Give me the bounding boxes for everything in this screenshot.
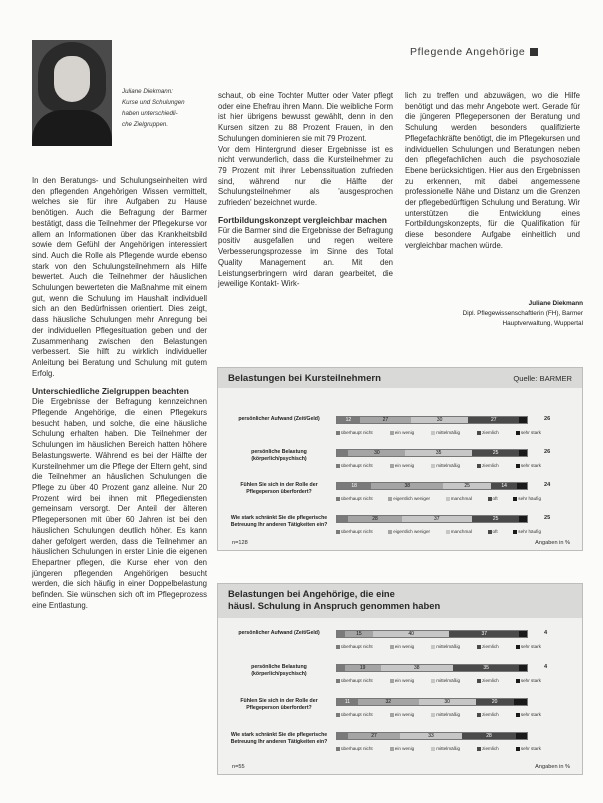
legend-item: überhaupt nicht (336, 430, 373, 435)
row-label: persönlicher Aufwand (Zeit/Geld) (238, 416, 320, 422)
subheading: Unterschiedliche Zielgruppen beachten (32, 386, 189, 397)
legend-item: ziemlich (477, 746, 499, 751)
chart-row (218, 628, 582, 662)
bar-segment: 30 (411, 417, 468, 423)
stacked-bar (336, 482, 528, 490)
bar-segment (519, 450, 527, 456)
paragraph: Für die Barmer sind die Ergebnisse der Befragung positiv ausgefallen und regen weitere Verbesserungsprozesse im Sinne des Total Quality Management an. Mit den Leistungserbringern wird daran gearbeitet, die jeweilige Kontakt- Wirk- (218, 225, 393, 289)
chart-title: Belastungen bei Angehörige, die eine (228, 588, 395, 599)
bar-segment (516, 733, 527, 739)
bar-segment: 37 (402, 516, 472, 522)
paragraph: lich zu treffen und abzuwägen, wo die Hilfe benötigt und das mehr Angebote wert. Gerade für die jüngeren Pflegepersonen der Beratung und Schulung werden besonders qualifizierte Pflegefachkräfte benötigt, die im Pflegekursen und individuellen Schulungen und Beratungen neben den pflegefachlichen auch die psychosoziale Ebene berücksichtigen. Hier aus den Ergebnissen zu erkennen, mit dabei angemessene professionelle Nähe und Distanz um die Grenzen der pflegebedürftigen Schulung und Beratung. Wir unterstützen die Entwicklung eines Fortbildungskonzepts, für die Qualifikation für diese besondere Aufgabe einheitlich und vergleichbar machen würde. (405, 91, 580, 250)
legend-item: sehr stark (516, 430, 541, 435)
row-label: persönlicher Aufwand (Zeit/Geld) (238, 630, 320, 636)
row-value: 26 (544, 449, 551, 455)
row-value: 4 (544, 664, 548, 670)
row-legend (336, 529, 541, 534)
chart-row (218, 730, 582, 764)
bar-segment: 30 (348, 450, 405, 456)
bar-segment (337, 450, 348, 456)
legend-item: sehr stark (516, 746, 541, 751)
bar-segment (519, 665, 527, 671)
legend-item: überhaupt nicht (336, 496, 373, 501)
legend-item: manchmal (446, 529, 472, 534)
row-label: persönliche Belastung (körperlich/psychisch) (251, 449, 307, 462)
author-photo (32, 40, 112, 146)
unit-note: Angaben in % (535, 540, 570, 546)
row-label: Fühlen Sie sich in der Rolle der Pflegeperson überfordert? (240, 698, 318, 711)
chart-row (218, 414, 582, 448)
chart-title: Belastungen bei Kursteilnehmern (228, 372, 381, 384)
legend-item: mittelmäßig (431, 644, 460, 649)
legend-item: mittelmäßig (431, 746, 460, 751)
row-legend (336, 712, 541, 717)
bar-segment (514, 699, 527, 705)
legend-item: ein wenig (390, 430, 414, 435)
chart-panel-kursteilnehmer (217, 367, 583, 551)
chart-title-line2: häusl. Schulung in Anspruch genommen haben (228, 600, 441, 611)
row-value: 25 (544, 515, 551, 521)
legend-item: ziemlich (477, 430, 499, 435)
legend-item: sehr stark (516, 644, 541, 649)
section-title: Pflegende Angehörige (410, 46, 590, 58)
sample-size: n=55 (232, 764, 245, 770)
legend-item: manchmal (446, 496, 472, 501)
paragraph: Die Ergebnisse der Befragung kennzeichnen Pflegende Angehörige, die einen Pflegekurs besucht haben, und solche, die eine häusliche Schulung erhalten haben. Die Teilnehmer der Schulungen im häuslichen Bereich hatten höhere Belastungswerte. Während es bei der Hälfte der Kursteilnehmer um die Pflege der Eltern geht, sind die Teilnehmer an häuslichen Schulungen die Pflege zu über 40 Prozent ganz alleine. Nur 20 Prozent wird bei ihnen mit Pflegediensten gemeinsam versorgt. Der Anteil der älteren Pflegepersonen mit über 60 Jahren ist bei den häuslichen Schulungen deutlich höher. Es kann daher gefolgert werden, dass die Teilnehmer an häuslichen Schulungen in erster Linie die eigenen Ehepartner pflegen, die Kurse eher von den jüngeren pflegenden Angehörigen besucht werden, die sich häufig in einer Doppelbelastung befinden. Sie wünschen sich oft im Pflegeprozess eine Entlastung. (32, 397, 207, 610)
bar-segment: 25 (443, 483, 491, 489)
bar-segment: 27 (348, 733, 399, 739)
column-1 (32, 176, 207, 611)
stacked-bar (336, 515, 528, 523)
bar-segment: 32 (358, 699, 419, 705)
bar-segment: 15 (345, 631, 374, 637)
bar-segment: 27 (360, 417, 411, 423)
legend-item: überhaupt nicht (336, 529, 373, 534)
column-2 (218, 91, 393, 290)
legend-item: mittelmäßig (431, 430, 460, 435)
legend-item: ziemlich (477, 463, 499, 468)
unit-note: Angaben in % (535, 764, 570, 770)
legend-item: ein wenig (390, 644, 414, 649)
bar-segment: 35 (453, 665, 520, 671)
legend-item: mittelmäßig (431, 712, 460, 717)
bar-segment: 11 (337, 699, 358, 705)
legend-item: mittelmäßig (431, 463, 460, 468)
stacked-bar (336, 416, 528, 424)
chart-source: Quelle: BARMER (513, 373, 572, 383)
bar-segment: 25 (472, 450, 520, 456)
stacked-bar (336, 630, 528, 638)
stacked-bar (336, 449, 528, 457)
chart-row (218, 662, 582, 696)
subheading: Fortbildungskonzept vergleichbar machen (218, 214, 387, 225)
bar-segment: 14 (491, 483, 518, 489)
bar-segment: 40 (373, 631, 449, 637)
row-legend (336, 430, 541, 435)
legend-item: überhaupt nicht (336, 644, 373, 649)
legend-item: überhaupt nicht (336, 746, 373, 751)
bar-segment: 25 (472, 516, 520, 522)
bar-segment: 38 (381, 665, 453, 671)
legend-item: ein wenig (390, 463, 414, 468)
row-legend (336, 644, 541, 649)
legend-item: sehr stark (516, 712, 541, 717)
legend-item: sehr häufig (513, 529, 541, 534)
row-label: Wie stark schränkt Sie die pflegerische Betreuung Ihr anderen Tätigkeiten ein? (230, 732, 328, 745)
sample-size: n=128 (232, 540, 248, 546)
bar-segment (337, 665, 345, 671)
legend-item: oft (488, 529, 498, 534)
row-value: 4 (544, 630, 548, 636)
bar-segment (337, 631, 345, 637)
column-3 (405, 91, 580, 252)
legend-item: eigentlich weniger (388, 496, 430, 501)
row-value: 26 (544, 416, 551, 422)
legend-item: ziemlich (477, 712, 499, 717)
bar-segment: 28 (348, 516, 401, 522)
legend-item: ein wenig (390, 746, 414, 751)
legend-item: überhaupt nicht (336, 678, 373, 683)
row-label: persönliche Belastung (körperlich/psychisch) (251, 664, 307, 677)
chart-panel-angehoerige (217, 583, 583, 775)
bar-segment: 30 (419, 699, 476, 705)
legend-item: mittelmäßig (431, 678, 460, 683)
chart-row (218, 696, 582, 730)
bar-segment (517, 483, 527, 489)
stacked-bar (336, 664, 528, 672)
bar-segment: 35 (405, 450, 472, 456)
row-legend (336, 463, 541, 468)
bar-segment: 27 (468, 417, 519, 423)
legend-item: ziemlich (477, 678, 499, 683)
legend-item: sehr stark (516, 678, 541, 683)
legend-item: sehr häufig (513, 496, 541, 501)
legend-item: sehr stark (516, 463, 541, 468)
bar-segment: 37 (449, 631, 519, 637)
legend-item: eigentlich weniger (388, 529, 430, 534)
paragraph: Vor dem Hintergrund dieser Ergebnisse ist es nicht verwunderlich, dass die Kursteilnehmer zu 79 Prozent mit ihrer Lebenssituation zufrieden sind, während nur die Hälfte der Schulungsteilnehmer als 'ausgesprochen zufrieden' bezeichnet wurde. (218, 144, 393, 208)
bar-segment (519, 516, 527, 522)
paragraph: In den Beratungs- und Schulungseinheiten wird den pflegenden Angehörigen Wissen vermittelt, welches sie für ihre Aufgaben zu Hause benötigen. Auch die Befragung der Barmer bestätigt, dass die Teilnehmer der Pflegekurse vor allem an Informationen über das Krankheitsbild sowie dem Gefühl der Angehörigen interessiert sind. Auch die Rolle als Pflegende wurde ebenso stark von den Schulungsteilnehmern als Hilfe bewertet. Auch die Teilnehmer der häuslichen Schulungen bewerteten die Maßnahme mit einem gut, wenn die Schulung im Haushalt individuell sich an den Bedürfnissen orientiert. Dies zeigt, dass häusliche Schulungen mehr Anregung bei der individuellen Pflegesituation geben und der Zusammenhang zwischen den Belastungen verbessert. Sie hilft zu wirklich individueller Anleitung bei Beratung und Schulung mit gutem Erfolg. (32, 176, 207, 378)
legend-item: ein wenig (390, 678, 414, 683)
chart-row (218, 447, 582, 481)
bar-segment: 20 (476, 699, 514, 705)
legend-item: überhaupt nicht (336, 712, 373, 717)
section-marker-icon (530, 48, 538, 56)
row-legend (336, 678, 541, 683)
bar-segment: 12 (337, 417, 360, 423)
row-label: Wie stark schränkt Sie die pflegerische Betreuung Ihr anderen Tätigkeiten ein? (230, 515, 328, 528)
author-signature: Juliane Diekmann Dipl. Pflegewissenschaftlerin (FH), Barmer Hauptverwaltung, Wuppertal (462, 300, 583, 327)
paragraph: schaut, ob eine Tochter Mutter oder Vater pflegt oder eine Ehefrau ihren Mann. Die weibliche Form ist hier übrigens bewusst gewählt, denn in den Kursen sitzen zu 88 Prozent Frauen, in den Schulungen dominieren sie mit 79 Prozent. (218, 91, 393, 143)
row-label: Fühlen Sie sich in der Rolle der Pflegeperson überfordert? (240, 482, 318, 495)
row-value: 24 (544, 482, 551, 488)
stacked-bar (336, 698, 528, 706)
photo-caption: Juliane Diekmann: Kurse und Schulungen haben unterschiedli- che Zielgruppen. (122, 88, 185, 128)
row-legend (336, 496, 541, 501)
legend-item: ziemlich (477, 644, 499, 649)
legend-item: ein wenig (390, 712, 414, 717)
bar-segment (337, 516, 348, 522)
legend-item: überhaupt nicht (336, 463, 373, 468)
bar-segment: 38 (371, 483, 443, 489)
legend-item: oft (488, 496, 498, 501)
chart-row (218, 513, 582, 547)
bar-segment: 18 (337, 483, 371, 489)
stacked-bar (336, 732, 528, 740)
bar-segment: 28 (462, 733, 515, 739)
bar-segment: 19 (345, 665, 381, 671)
chart-row (218, 480, 582, 514)
row-legend (336, 746, 541, 751)
bar-segment: 33 (400, 733, 463, 739)
bar-segment (519, 417, 527, 423)
bar-segment (337, 733, 348, 739)
bar-segment (519, 631, 527, 637)
